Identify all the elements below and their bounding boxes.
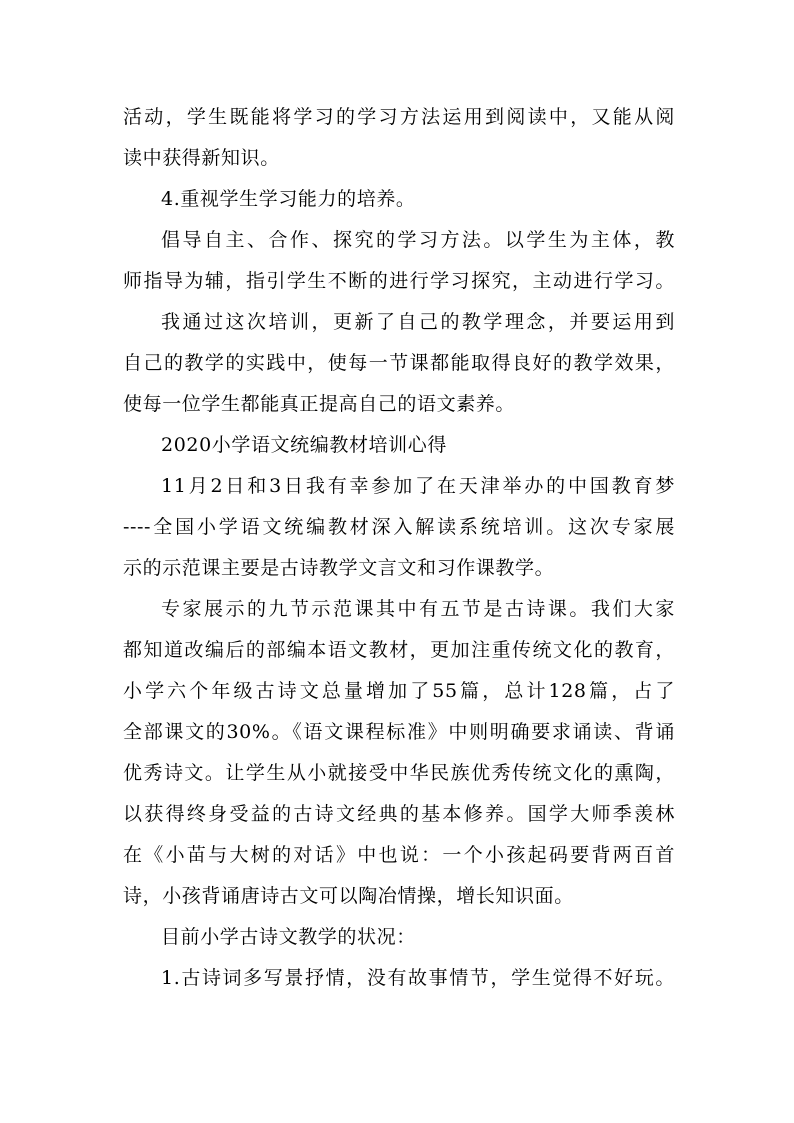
text-line: 全部课文的30%。《语文课程标准》中则明确要求诵读、背诵 (123, 721, 675, 743)
text-line: 我通过这次培训，更新了自己的教学理念，并要运用到 (161, 311, 675, 333)
text-line: 优秀诗文。让学生从小就接受中华民族优秀传统文化的熏陶， (123, 762, 675, 784)
text-line: 11月2日和3日我有幸参加了在天津举办的中国教育梦 (161, 475, 675, 497)
text-line: 以获得终身受益的古诗文经典的基本修养。国学大师季羡林 (123, 803, 675, 825)
text-line: 自己的教学的实践中，使每一节课都能取得良好的教学效果， (123, 352, 675, 374)
text-line: 活动，学生既能将学习的学习方法运用到阅读中，又能从阅 (123, 106, 675, 128)
text-line: 使每一位学生都能真正提高自己的语文素养。 (123, 393, 516, 415)
document-body (123, 97, 675, 999)
text-line: 小学六个年级古诗文总量增加了55篇，总计128篇，占了 (123, 680, 675, 702)
article-title: 2020小学语文统编教材培训心得 (161, 434, 447, 456)
text-line: 专家展示的九节示范课其中有五节是古诗课。我们大家 (161, 598, 675, 620)
section-heading: 4.重视学生学习能力的培养。 (161, 188, 416, 210)
list-item: 1.古诗词多写景抒情，没有故事情节，学生觉得不好玩。 (161, 967, 675, 989)
text-line: 倡导自主、合作、探究的学习方法。以学生为主体，教 (161, 229, 675, 251)
text-line: 都知道改编后的部编本语文教材，更加注重传统文化的教育， (123, 639, 675, 661)
text-line: 诗，小孩背诵唐诗古文可以陶冶情操，增长知识面。 (123, 885, 574, 907)
text-line: 示的示范课主要是古诗教学文言文和习作课教学。 (123, 557, 555, 579)
section-heading: 目前小学古诗文教学的状况： (161, 926, 416, 948)
text-line: 师指导为辅，指引学生不断的进行学习探究，主动进行学习。 (123, 270, 675, 292)
text-line: ----全国小学语文统编教材深入解读系统培训。这次专家展 (123, 516, 675, 538)
text-line: 读中获得新知识。 (123, 147, 280, 169)
text-line: 在《小苗与大树的对话》中也说：一个小孩起码要背两百首 (123, 844, 675, 866)
